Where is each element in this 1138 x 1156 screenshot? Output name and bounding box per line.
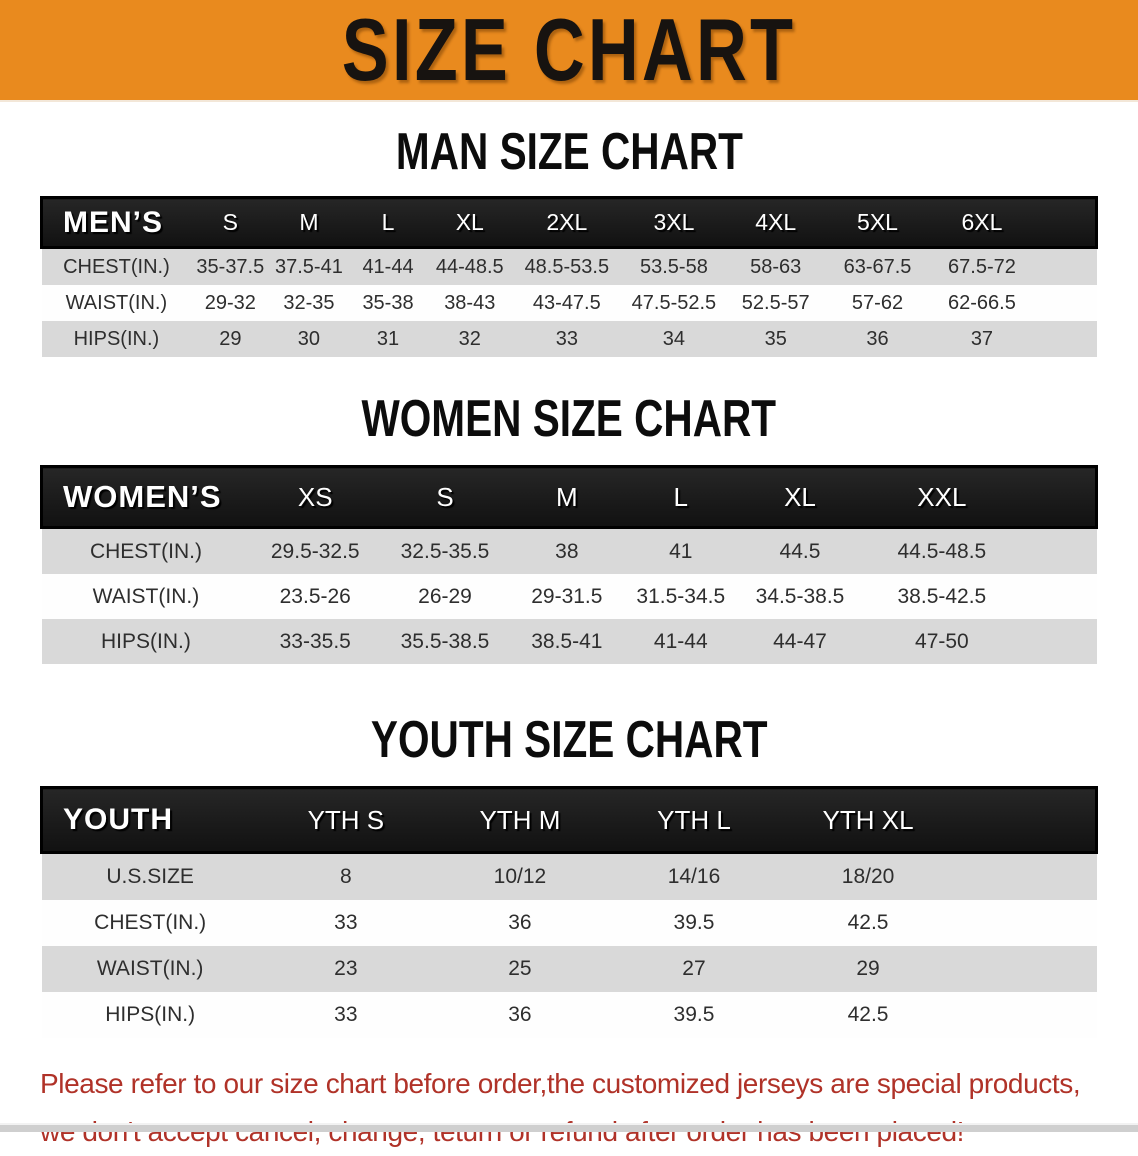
size-value-cell: 23.5-26 [250,574,380,619]
youth-size-column-header: YTH L [607,788,781,853]
size-value-cell: 37 [930,321,1034,357]
men-table-header-row [42,198,1097,248]
men-size-column-header: L [348,198,427,248]
size-value-cell: 47-50 [862,619,1021,664]
men-size-column-header: 2XL [512,198,622,248]
youth-section-heading [0,711,1138,769]
size-value-cell: 62-66.5 [930,285,1034,321]
youth-table-row [42,992,1097,1038]
youth-table-row [42,853,1097,901]
size-value-cell: 32.5-35.5 [380,528,510,575]
row-label: CHEST(IN.) [42,900,259,946]
size-value-cell: 31.5-34.5 [624,574,738,619]
filler-cell [955,853,1096,901]
row-label: HIPS(IN.) [42,619,251,664]
row-label: U.S.SIZE [42,853,259,901]
size-value-cell: 25 [433,946,607,992]
women-size-column-header: XXL [862,467,1021,528]
size-value-cell: 47.5-52.5 [622,285,726,321]
size-value-cell: 31 [348,321,427,357]
men-size-column-header: 3XL [622,198,726,248]
size-value-cell: 42.5 [781,992,955,1038]
youth-size-column-header: YTH XL [781,788,955,853]
men-size-column-header: S [191,198,269,248]
women-section [0,390,1138,664]
size-value-cell: 26-29 [380,574,510,619]
size-value-cell: 29.5-32.5 [250,528,380,575]
row-label: WAIST(IN.) [42,946,259,992]
men-section-heading-text: MAN SIZE CHART [395,123,743,181]
men-section-heading [0,123,1138,181]
size-value-cell: 36 [433,900,607,946]
filler-cell [1022,619,1097,664]
women-size-column-header: L [624,467,738,528]
women-table-row [42,528,1097,575]
row-label: HIPS(IN.) [42,321,192,357]
size-value-cell: 27 [607,946,781,992]
size-value-cell: 35 [726,321,825,357]
size-value-cell: 63-67.5 [825,248,929,286]
size-value-cell: 35.5-38.5 [380,619,510,664]
men-table-title-cell: MEN’S [42,198,192,248]
women-table-header-row [42,467,1097,528]
size-value-cell: 35-37.5 [191,248,269,286]
size-value-cell: 39.5 [607,900,781,946]
size-value-cell: 10/12 [433,853,607,901]
filler-cell [1034,198,1096,248]
women-table-row [42,619,1097,664]
size-value-cell: 38.5-42.5 [862,574,1021,619]
size-value-cell: 8 [259,853,433,901]
men-table-row [42,248,1097,286]
size-value-cell: 14/16 [607,853,781,901]
men-size-column-header: 5XL [825,198,929,248]
row-label: CHEST(IN.) [42,248,192,286]
men-size-column-header: 6XL [930,198,1034,248]
size-value-cell: 42.5 [781,900,955,946]
size-value-cell: 33 [259,992,433,1038]
women-section-heading-text: WOMEN SIZE CHART [361,390,777,448]
row-label: CHEST(IN.) [42,528,251,575]
size-value-cell: 38.5-41 [510,619,624,664]
size-value-cell: 39.5 [607,992,781,1038]
size-value-cell: 44.5-48.5 [862,528,1021,575]
youth-size-column-header: YTH M [433,788,607,853]
filler-cell [1022,528,1097,575]
size-value-cell: 44-48.5 [428,248,512,286]
youth-section-heading-text: YOUTH SIZE CHART [370,711,768,769]
disclaimer-text [40,1060,1108,1156]
filler-cell [955,788,1096,853]
men-size-column-header: XL [428,198,512,248]
size-value-cell: 32-35 [269,285,348,321]
filler-cell [955,946,1096,992]
filler-cell [955,992,1096,1038]
women-size-column-header: M [510,467,624,528]
men-size-column-header: M [269,198,348,248]
size-value-cell: 23 [259,946,433,992]
filler-cell [1034,285,1096,321]
size-value-cell: 38 [510,528,624,575]
women-table-row [42,574,1097,619]
size-value-cell: 29 [781,946,955,992]
size-value-cell: 33 [512,321,622,357]
disclaimer-line-1: Please refer to our size chart before order,the customized jerseys are special products, [40,1068,1081,1099]
women-size-column-header: XL [738,467,862,528]
men-section [0,123,1138,357]
size-value-cell: 44.5 [738,528,862,575]
size-value-cell: 57-62 [825,285,929,321]
size-value-cell: 48.5-53.5 [512,248,622,286]
size-value-cell: 36 [433,992,607,1038]
row-label: WAIST(IN.) [42,574,251,619]
men-size-table [40,196,1098,357]
women-size-column-header: XS [250,467,380,528]
bottom-edge-strip [0,1123,1138,1132]
filler-cell [955,900,1096,946]
size-value-cell: 52.5-57 [726,285,825,321]
women-size-column-header: S [380,467,510,528]
women-table-title-cell: WOMEN’S [42,467,251,528]
size-value-cell: 67.5-72 [930,248,1034,286]
size-chart-banner [0,0,1138,102]
size-value-cell: 41-44 [348,248,427,286]
women-section-heading [0,390,1138,448]
size-value-cell: 29-31.5 [510,574,624,619]
size-value-cell: 18/20 [781,853,955,901]
youth-section [0,711,1138,1038]
row-label: HIPS(IN.) [42,992,259,1038]
size-value-cell: 29 [191,321,269,357]
size-value-cell: 33-35.5 [250,619,380,664]
size-value-cell: 36 [825,321,929,357]
size-value-cell: 58-63 [726,248,825,286]
women-size-table [40,465,1098,664]
youth-table-row [42,946,1097,992]
size-value-cell: 53.5-58 [622,248,726,286]
size-value-cell: 43-47.5 [512,285,622,321]
youth-table-header-row [42,788,1097,853]
filler-cell [1022,467,1097,528]
size-value-cell: 32 [428,321,512,357]
men-table-row [42,285,1097,321]
youth-table-title-cell: YOUTH [42,788,259,853]
size-value-cell: 41-44 [624,619,738,664]
size-value-cell: 33 [259,900,433,946]
size-value-cell: 44-47 [738,619,862,664]
filler-cell [1034,321,1096,357]
size-value-cell: 30 [269,321,348,357]
size-value-cell: 38-43 [428,285,512,321]
size-value-cell: 37.5-41 [269,248,348,286]
size-value-cell: 35-38 [348,285,427,321]
youth-size-column-header: YTH S [259,788,433,853]
youth-size-table [40,786,1098,1038]
filler-cell [1022,574,1097,619]
size-value-cell: 29-32 [191,285,269,321]
page-title: SIZE CHART [341,0,797,99]
men-table-row [42,321,1097,357]
size-value-cell: 34 [622,321,726,357]
row-label: WAIST(IN.) [42,285,192,321]
men-size-column-header: 4XL [726,198,825,248]
filler-cell [1034,248,1096,286]
size-value-cell: 34.5-38.5 [738,574,862,619]
youth-table-row [42,900,1097,946]
size-value-cell: 41 [624,528,738,575]
